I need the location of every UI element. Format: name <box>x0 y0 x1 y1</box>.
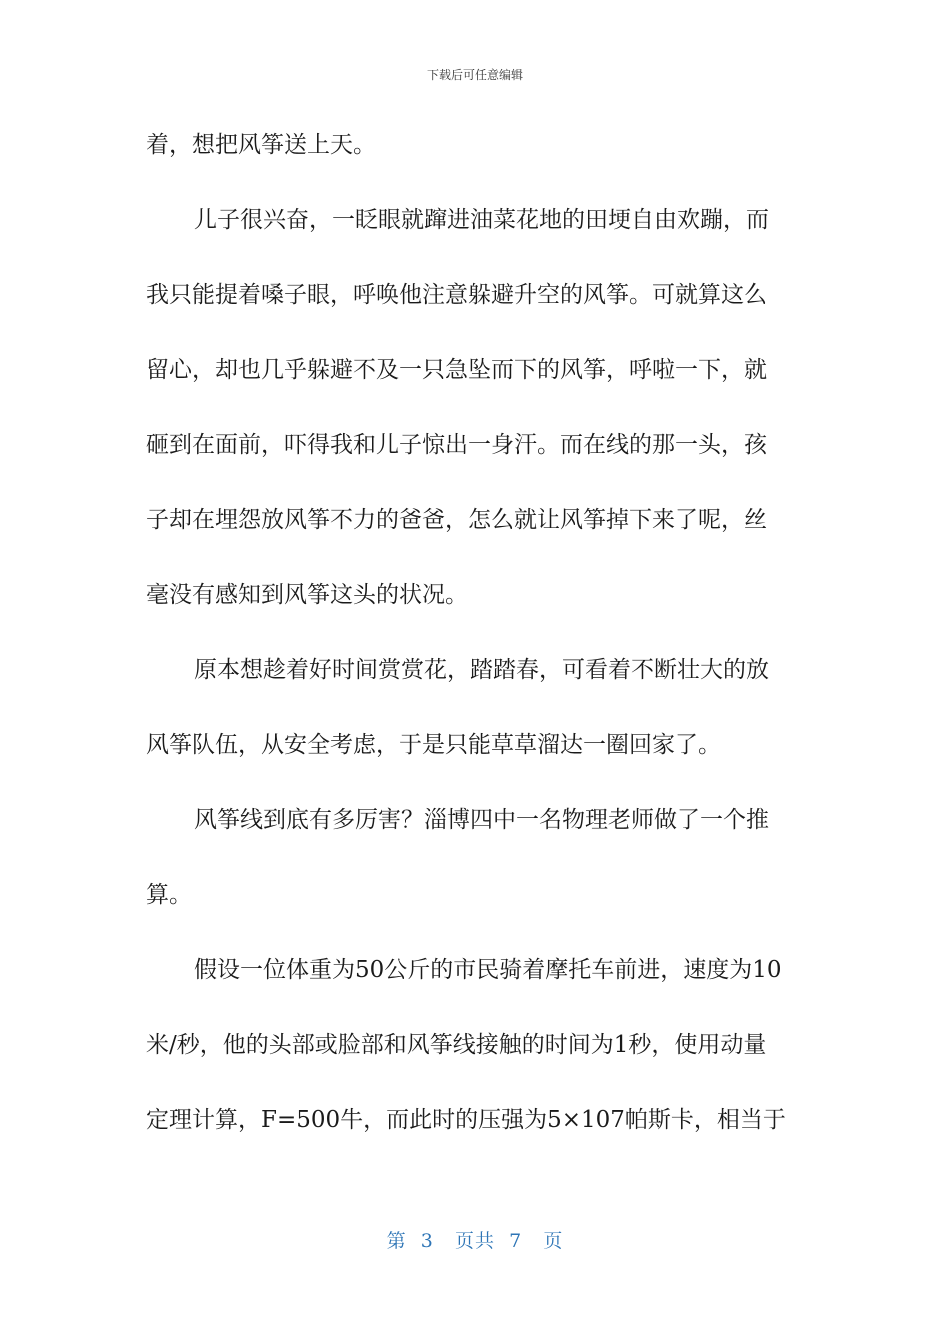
text-line: 子却在埋怨放风筝不力的爸爸，怎么就让风筝掉下来了呢，丝 <box>146 507 767 533</box>
text-line: 毫没有感知到风筝这头的状况。 <box>146 582 468 608</box>
text-line: 留心，却也几乎躲避不及一只急坠而下的风筝，呼啦一下，就 <box>146 357 767 383</box>
current-page-number: 3 <box>420 1230 434 1252</box>
page-label-mid: 页共 <box>454 1230 495 1252</box>
document-body <box>146 126 812 1139</box>
text-line: 我只能提着嗓子眼，呼唤他注意躲避升空的风筝。可就算这么 <box>146 282 767 308</box>
text-line: 着，想把风筝送上天。 <box>146 132 376 158</box>
paragraph-1 <box>146 126 812 164</box>
text-line: 砸到在面前，吓得我和儿子惊出一身汗。而在线的那一头，孩 <box>146 432 767 458</box>
text-line: 定理计算，F=500牛，而此时的压强为5×107帕斯卡，相当于 <box>146 1107 786 1133</box>
text-line: 假设一位体重为50公斤的市民骑着摩托车前进，速度为10 <box>194 957 782 983</box>
text-line: 算。 <box>146 882 192 908</box>
text-line: 原本想趁着好时间赏赏花，踏踏春，可看着不断壮大的放 <box>194 657 769 683</box>
text-line: 儿子很兴奋，一眨眼就蹿进油菜花地的田埂自由欢蹦，而 <box>194 207 769 233</box>
total-pages-number: 7 <box>509 1230 523 1252</box>
text-line: 风筝队伍，从安全考虑，于是只能草草溜达一圈回家了。 <box>146 732 721 758</box>
paragraph-2 <box>146 201 812 614</box>
paragraph-4 <box>146 801 812 914</box>
page-footer <box>0 1226 950 1253</box>
text-line: 米/秒，他的头部或脸部和风筝线接触的时间为1秒，使用动量 <box>146 1032 767 1058</box>
page-label-suffix: 页 <box>543 1230 564 1252</box>
paragraph-5 <box>146 951 812 1139</box>
text-line: 风筝线到底有多厉害？淄博四中一名物理老师做了一个推 <box>194 807 769 833</box>
paragraph-3 <box>146 651 812 764</box>
page-header: 下载后可任意编辑 <box>426 68 523 82</box>
page-label-prefix: 第 <box>386 1230 407 1252</box>
